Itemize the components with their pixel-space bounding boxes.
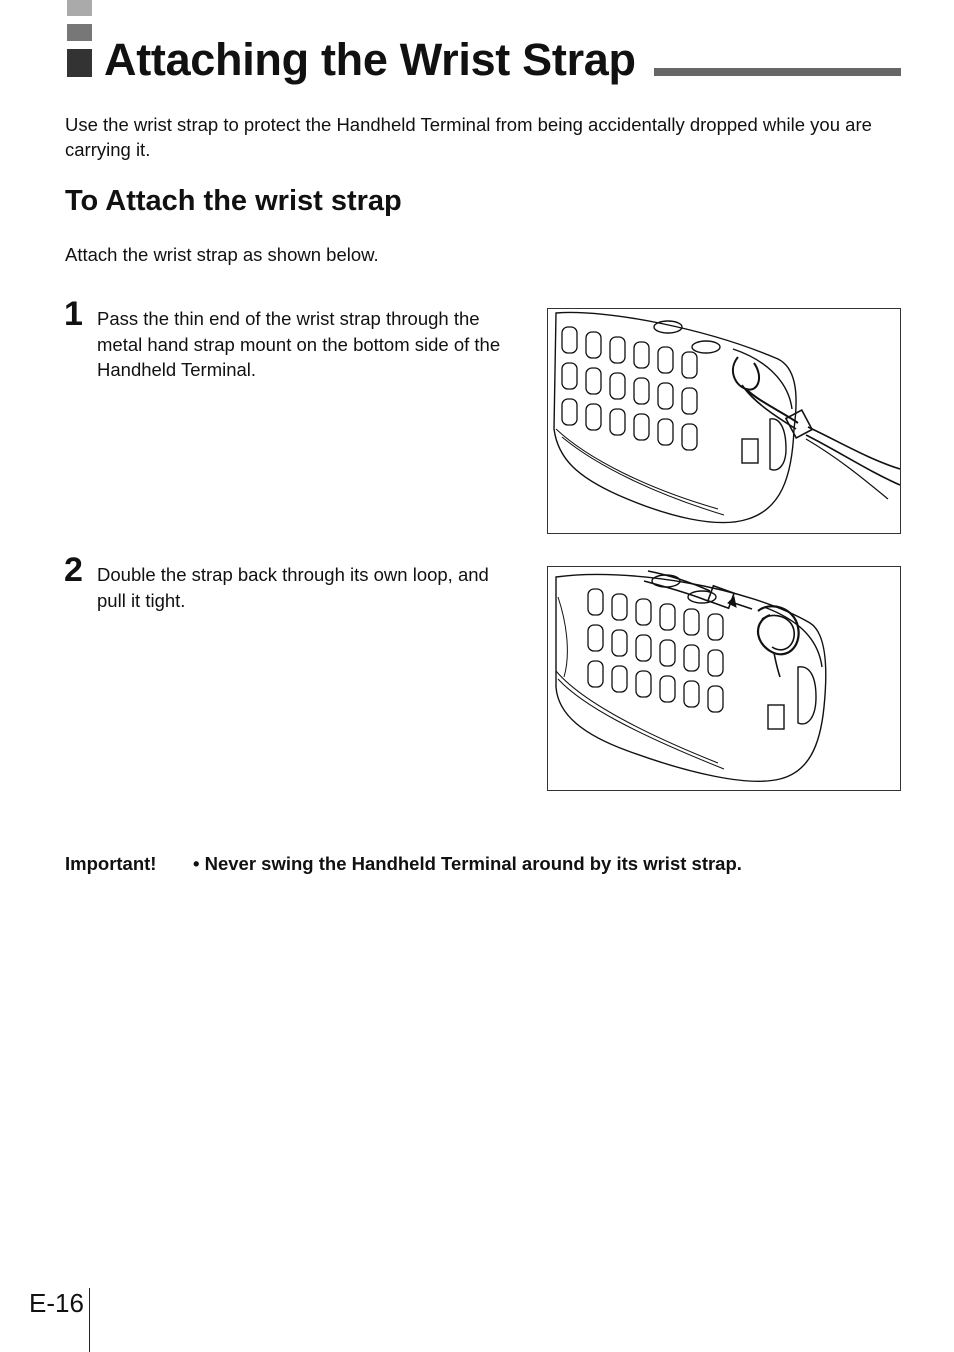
- keypad-key: [708, 614, 723, 640]
- step-1-text: Pass the thin end of the wrist strap through the metal hand strap mount on the bottom side of the Handheld Terminal.: [97, 308, 501, 380]
- keypad-key: [636, 599, 651, 625]
- keypad-key: [708, 650, 723, 676]
- keypad-key: [660, 676, 675, 702]
- keypad-key: [634, 378, 649, 404]
- header-square-dark: [67, 49, 92, 77]
- intro-paragraph: Use the wrist strap to protect the Handheld Terminal from being accidentally dropped while you are carrying it.: [65, 114, 872, 160]
- keypad-key: [660, 640, 675, 666]
- keypad-key: [684, 645, 699, 671]
- keypad-key: [610, 373, 625, 399]
- keypad-key: [682, 424, 697, 450]
- keypad-key: [588, 625, 603, 651]
- terminal-strap-looped-illustration: [548, 567, 900, 790]
- page-title: Attaching the Wrist Strap: [104, 34, 636, 85]
- keypad-key: [612, 594, 627, 620]
- keypad-key: [612, 666, 627, 692]
- step-2-figure: [547, 566, 901, 791]
- keypad-key: [684, 681, 699, 707]
- keypad-key: [562, 363, 577, 389]
- keypad-key: [610, 337, 625, 363]
- keypad-key: [660, 604, 675, 630]
- section-intro: Attach the wrist strap as shown below.: [65, 244, 379, 265]
- keypad-key: [682, 352, 697, 378]
- keypad-key: [634, 342, 649, 368]
- header-square-mid: [67, 24, 92, 41]
- important-text: • Never swing the Handheld Terminal around by its wrist strap.: [193, 853, 742, 874]
- keypad-key: [708, 686, 723, 712]
- step-1-number: 1: [64, 295, 83, 333]
- terminal-strap-threaded-illustration: [548, 309, 900, 533]
- section-heading: To Attach the wrist strap: [65, 185, 402, 217]
- important-label: Important!: [65, 853, 157, 874]
- keypad-key: [588, 661, 603, 687]
- keypad-key: [634, 414, 649, 440]
- keypad-key: [658, 347, 673, 373]
- page-number: E-16: [29, 1288, 84, 1318]
- keypad-key: [586, 404, 601, 430]
- keypad-key: [610, 409, 625, 435]
- keypad-key: [588, 589, 603, 615]
- keypad-key: [586, 368, 601, 394]
- keypad-key: [684, 609, 699, 635]
- title-rule: [654, 68, 901, 76]
- step-1-figure: [547, 308, 901, 534]
- keypad-key: [562, 399, 577, 425]
- page-number-rule: [89, 1288, 90, 1352]
- header-square-light: [67, 0, 92, 16]
- keypad-key: [658, 419, 673, 445]
- keypad-key: [658, 383, 673, 409]
- keypad-key: [682, 388, 697, 414]
- step-2-text: Double the strap back through its own loop, and pull it tight.: [97, 564, 489, 611]
- keypad-key: [636, 671, 651, 697]
- keypad-key: [562, 327, 577, 353]
- keypad-key: [612, 630, 627, 656]
- keypad-key: [636, 635, 651, 661]
- keypad-key: [586, 332, 601, 358]
- step-2-number: 2: [64, 551, 83, 589]
